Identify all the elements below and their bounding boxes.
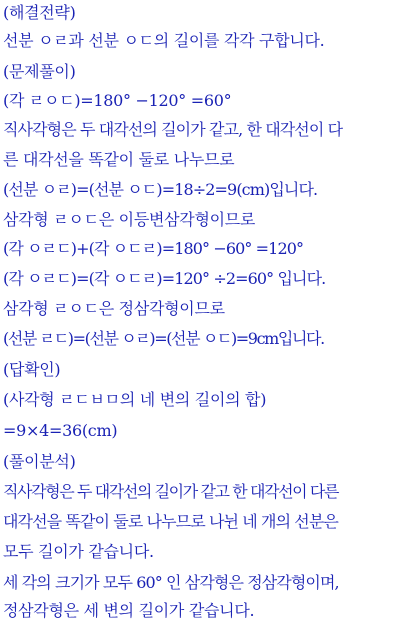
check-result: =9×4=36(cm) (3, 421, 118, 440)
section-heading-solution: (문제풀이) (3, 62, 76, 81)
solution-text-line: 직사각형은 두 대각선의 길이가 같고, 한 대각선이 다 (3, 120, 343, 139)
check-text: (사각형 ㄹㄷㅂㅁ의 네 변의 길이의 합) (3, 390, 267, 409)
section-heading-strategy: (해결전략) (3, 3, 76, 22)
section-heading-analysis: (풀이분석) (3, 452, 76, 471)
solution-step-angle-sum: (각 ㅇㄹㄷ)+(각 ㅇㄷㄹ)=180° −60° =120° (3, 239, 304, 258)
analysis-text-line: 모두 길이가 같습니다. (3, 542, 154, 561)
analysis-text-line: 정삼각형은 세 변의 길이가 같습니다. (3, 601, 255, 620)
solution-step-length: (선분 ㅇㄹ)=(선분 ㅇㄷ)=18÷2=9(cm)입니다. (3, 180, 318, 199)
solution-text-line: 른 대각선을 똑같이 둘로 나누므로 (3, 150, 235, 169)
solution-step-side: (선분 ㄹㄷ)=(선분 ㅇㄹ)=(선분 ㅇㄷ)=9cm입니다. (3, 329, 324, 348)
solution-step-angle-value: (각 ㅇㄹㄷ)=(각 ㅇㄷㄹ)=120° ÷2=60° 입니다. (3, 269, 326, 288)
analysis-text-line: 직사각형은 두 대각선의 길이가 같고 한 대각선이 다른 (3, 482, 339, 501)
strategy-text: 선분 ㅇㄹ과 선분 ㅇㄷ의 길이를 각각 구합니다. (3, 31, 325, 50)
solution-text-line: 삼각형 ㄹㅇㄷ은 정삼각형이므로 (3, 299, 225, 318)
section-heading-check: (답확인) (3, 360, 61, 379)
analysis-text-line: 대각선을 똑같이 둘로 나누므로 나뉜 네 개의 선분은 (3, 512, 338, 531)
analysis-text-line: 세 각의 크기가 모두 60° 인 삼각형은 정삼각형이며, (3, 573, 339, 592)
solution-text-line: 삼각형 ㄹㅇㄷ은 이등변삼각형이므로 (3, 210, 256, 229)
solution-step-angle: (각 ㄹㅇㄷ)=180° −120° =60° (3, 91, 232, 110)
